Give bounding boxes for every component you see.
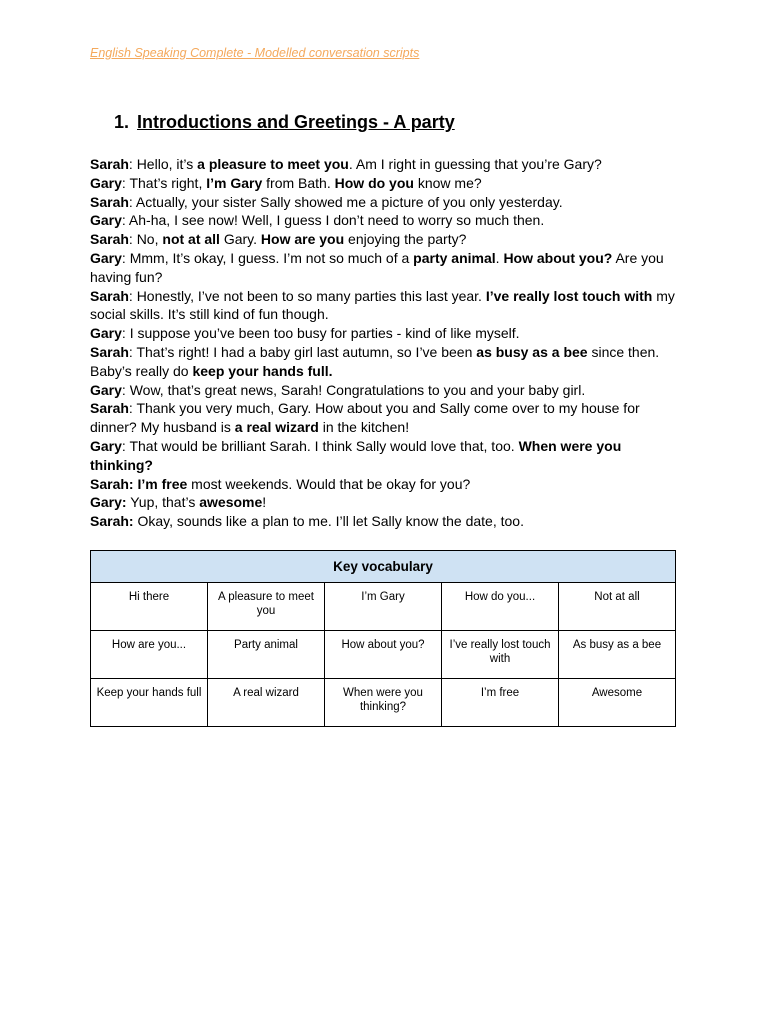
dialogue-text: : I suppose you’ve been too busy for parties - kind of like myself. [121, 325, 520, 342]
dialogue-line [90, 287, 680, 325]
vocabulary-table [90, 550, 676, 727]
dialogue-line [90, 211, 680, 230]
vocabulary-cell: As busy as a bee [559, 631, 676, 679]
vocabulary-cell: Not at all [559, 583, 676, 631]
vocabulary-cell: I’ve really lost touch with [442, 631, 559, 679]
dialogue-text: know me? [413, 174, 482, 191]
dialogue-line [90, 493, 680, 512]
dialogue-text: : Wow, that’s great news, Sarah! Congratulations to you and your baby girl. [121, 381, 586, 398]
dialogue-line [90, 193, 680, 212]
dialogue-bold-text: When were you thinking? [90, 437, 622, 473]
dialogue-bold-text: How are you [260, 231, 345, 248]
dialogue-text: . Am I right in guessing that you’re Gary? [348, 156, 602, 172]
dialogue-bold-text: Sarah [90, 156, 129, 172]
dialogue-text: my social skills. It’s still kind of fun though. [90, 287, 675, 323]
dialogue-text: : Actually, your sister Sally showed me a picture of you only yesterday. [128, 193, 563, 210]
dialogue-text: Okay, sounds like a plan to me. I’ll let Sally know the date, too. [133, 513, 524, 530]
dialogue-bold-text: a real wizard [234, 419, 319, 436]
vocabulary-cell: A pleasure to meet you [208, 583, 325, 631]
vocabulary-cell: I’m free [442, 679, 559, 727]
dialogue-bold-text: Sarah [90, 287, 129, 304]
dialogue-text: . [495, 249, 504, 266]
dialogue-text: : Mmm, It’s okay, I guess. I’m not so much of a [121, 249, 414, 266]
dialogue-text: : Thank you very much, Gary. How about you and Sally come over to my house for dinner? My husband is [90, 400, 640, 436]
dialogue-text: : That’s right, [121, 174, 207, 191]
dialogue-bold-text: How do you [334, 174, 414, 191]
table-row [91, 679, 676, 727]
vocabulary-cell: I’m Gary [325, 583, 442, 631]
dialogue-bold-text: Gary [90, 437, 122, 454]
dialogue-line [90, 174, 680, 193]
dialogue-text: : Ah-ha, I see now! Well, I guess I don’t need to worry so much then. [121, 212, 545, 229]
dialogue-text: in the kitchen! [318, 419, 410, 436]
vocabulary-cell: Party animal [208, 631, 325, 679]
dialogue-bold-text: Sarah: [90, 513, 134, 530]
section-title [114, 112, 455, 133]
vocabulary-cell: A real wizard [208, 679, 325, 727]
dialogue-text: from Bath. [262, 174, 335, 191]
vocabulary-cell: When were you thinking? [325, 679, 442, 727]
dialogue-line [90, 475, 680, 494]
dialogue-bold-text: Sarah [90, 193, 129, 210]
vocabulary-cell: How about you? [325, 631, 442, 679]
dialogue-line [90, 399, 680, 437]
dialogue-bold-text: Gary [90, 249, 122, 266]
dialogue [90, 155, 680, 531]
dialogue-text: : That’s right! I had a baby girl last autumn, so I’ve been [128, 343, 477, 360]
header-link[interactable]: English Speaking Complete - Modelled conversation scripts [90, 46, 420, 60]
dialogue-text: : No, [128, 231, 163, 248]
dialogue-text: : Hello, it’s [128, 156, 198, 172]
dialogue-text: enjoying the party? [344, 231, 467, 248]
vocabulary-heading: Key vocabulary [91, 551, 676, 583]
dialogue-line [90, 155, 680, 174]
dialogue-text: Gary. [219, 231, 261, 248]
vocabulary-cell: How do you... [442, 583, 559, 631]
dialogue-bold-text: I’ve really lost touch with [485, 287, 653, 304]
dialogue-line [90, 512, 680, 531]
dialogue-bold-text: not at all [162, 231, 220, 248]
dialogue-line [90, 230, 680, 249]
dialogue-text: most weekends. Would that be okay for you? [187, 475, 471, 492]
dialogue-bold-text: Gary [90, 325, 122, 342]
dialogue-text: Are you having fun? [90, 249, 664, 285]
dialogue-bold-text: a pleasure to meet you [197, 156, 349, 172]
dialogue-bold-text: Sarah [90, 343, 129, 360]
dialogue-text: : Honestly, I’ve not been to so many parties this last year. [128, 287, 486, 304]
dialogue-line [90, 249, 680, 287]
dialogue-bold-text: Gary: [90, 494, 127, 511]
dialogue-line [90, 381, 680, 400]
dialogue-bold-text: Gary [90, 381, 122, 398]
vocabulary-cell: Keep your hands full [91, 679, 208, 727]
dialogue-bold-text: Sarah [90, 231, 129, 248]
dialogue-bold-text: keep your hands full. [192, 362, 333, 379]
dialogue-bold-text: as busy as a bee [476, 343, 588, 360]
dialogue-text: since then. Baby’s really do [90, 343, 660, 379]
dialogue-line [90, 343, 680, 381]
dialogue-line [90, 437, 680, 475]
dialogue-text: Yup, that’s [126, 494, 200, 511]
vocabulary-cell: Hi there [91, 583, 208, 631]
section-title-text: Introductions and Greetings - A party [137, 112, 455, 132]
dialogue-text: ! [262, 494, 267, 511]
dialogue-bold-text: I’m Gary [206, 174, 263, 191]
dialogue-line [90, 324, 680, 343]
section-number: 1. [114, 112, 130, 132]
vocabulary-cell: Awesome [559, 679, 676, 727]
dialogue-bold-text: awesome [199, 494, 263, 511]
dialogue-text: : That would be brilliant Sarah. I think Sally would love that, too. [121, 437, 519, 454]
table-row [91, 631, 676, 679]
vocabulary-cell: How are you... [91, 631, 208, 679]
dialogue-bold-text: Sarah: I’m free [90, 475, 188, 492]
table-row [91, 583, 676, 631]
dialogue-bold-text: How about you? [503, 249, 613, 266]
dialogue-bold-text: party animal [413, 249, 496, 266]
dialogue-bold-text: Gary [90, 212, 122, 229]
dialogue-bold-text: Gary [90, 174, 122, 191]
dialogue-bold-text: Sarah [90, 400, 129, 417]
